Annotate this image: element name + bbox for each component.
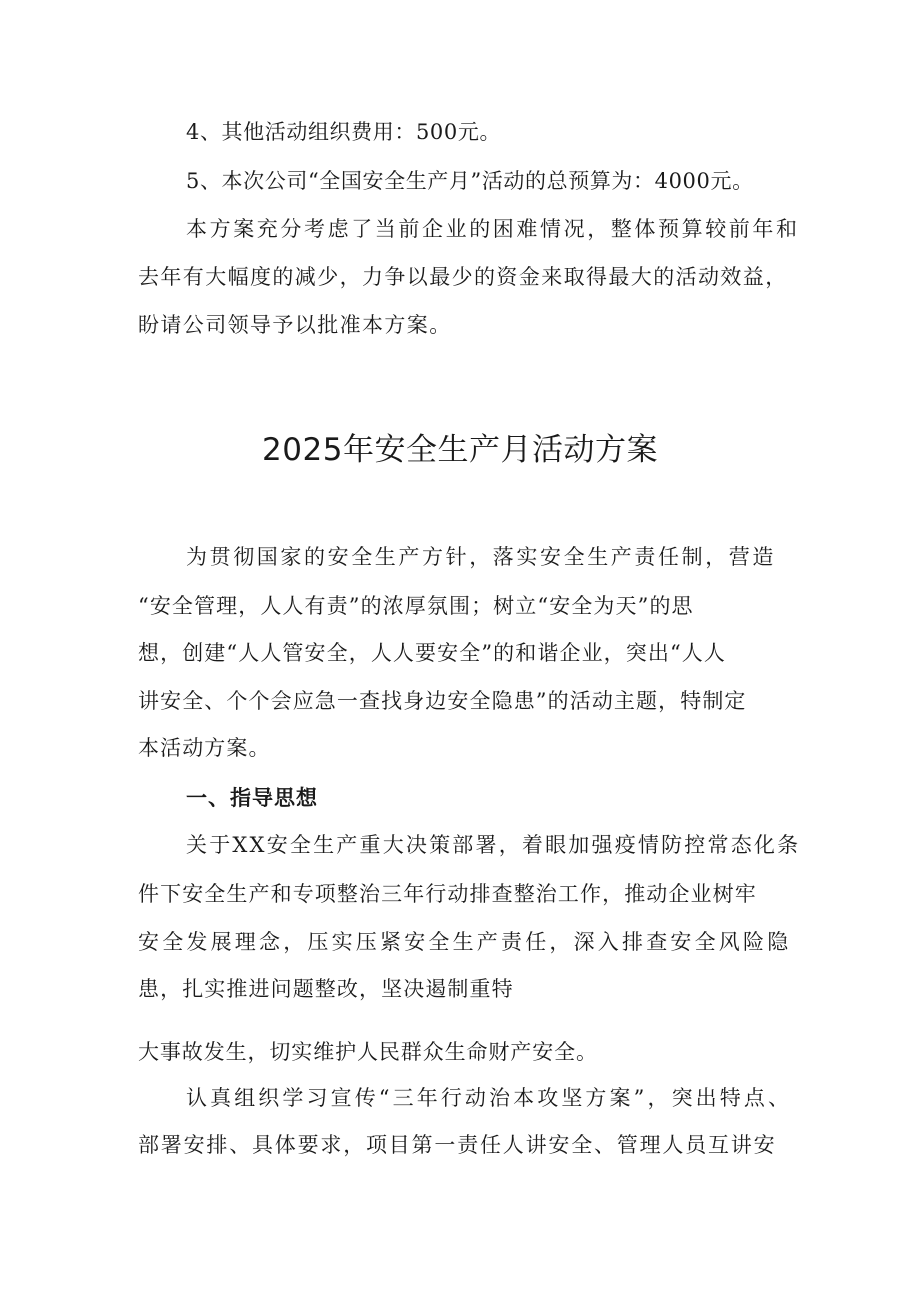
intro-line: 讲安全、个个会应急一查找身边安全隐患”的活动主题，特制定 [138, 689, 747, 713]
section-paragraph-line: 患，扎实推进问题整改，坚决遏制重特 [138, 977, 514, 1001]
section-heading: 一、指导思想 [186, 786, 318, 810]
budget-item-5: 5、本次公司“全国安全生产月”活动的总预算为：4000元。 [186, 169, 754, 193]
section-paragraph-line: 大事故发生，切实维护人民群众生命财产安全。 [138, 1040, 598, 1064]
section-paragraph-line: 认真组织学习宣传“三年行动治本攻坚方案”，突出特点、 [186, 1086, 793, 1110]
budget-summary-line: 去年有大幅度的减少，力争以最少的资金来取得最大的活动效益， [138, 265, 788, 289]
document-title: 2025年安全生产月活动方案 [262, 432, 658, 468]
intro-line: “安全管理，人人有责”的浓厚氛围；树立“安全为天”的思 [138, 594, 694, 618]
intro-line: 为贯彻国家的安全生产方针，落实安全生产责任制，营造 [186, 545, 776, 569]
section-paragraph-line: 部署安排、具体要求，项目第一责任人讲安全、管理人员互讲安 [138, 1133, 777, 1157]
intro-line: 本活动方案。 [138, 736, 271, 760]
budget-summary-line: 盼请公司领导予以批准本方案。 [138, 313, 452, 337]
budget-item-4: 4、其他活动组织费用：500元。 [186, 120, 502, 144]
section-paragraph-line: 安全发展理念，压实压紧安全生产责任，深入排查安全风险隐 [138, 930, 792, 954]
section-paragraph-line: 件下安全生产和专项整治三年行动排查整治工作，推动企业树牢 [138, 882, 757, 906]
intro-line: 想，创建“人人管安全，人人要安全”的和谐企业，突出“人人 [138, 641, 727, 665]
section-paragraph-line: 关于XX安全生产重大决策部署，着眼加强疫情防控常态化条 [186, 833, 801, 857]
budget-summary-line: 本方案充分考虑了当前企业的困难情况，整体预算较前年和 [186, 217, 800, 241]
